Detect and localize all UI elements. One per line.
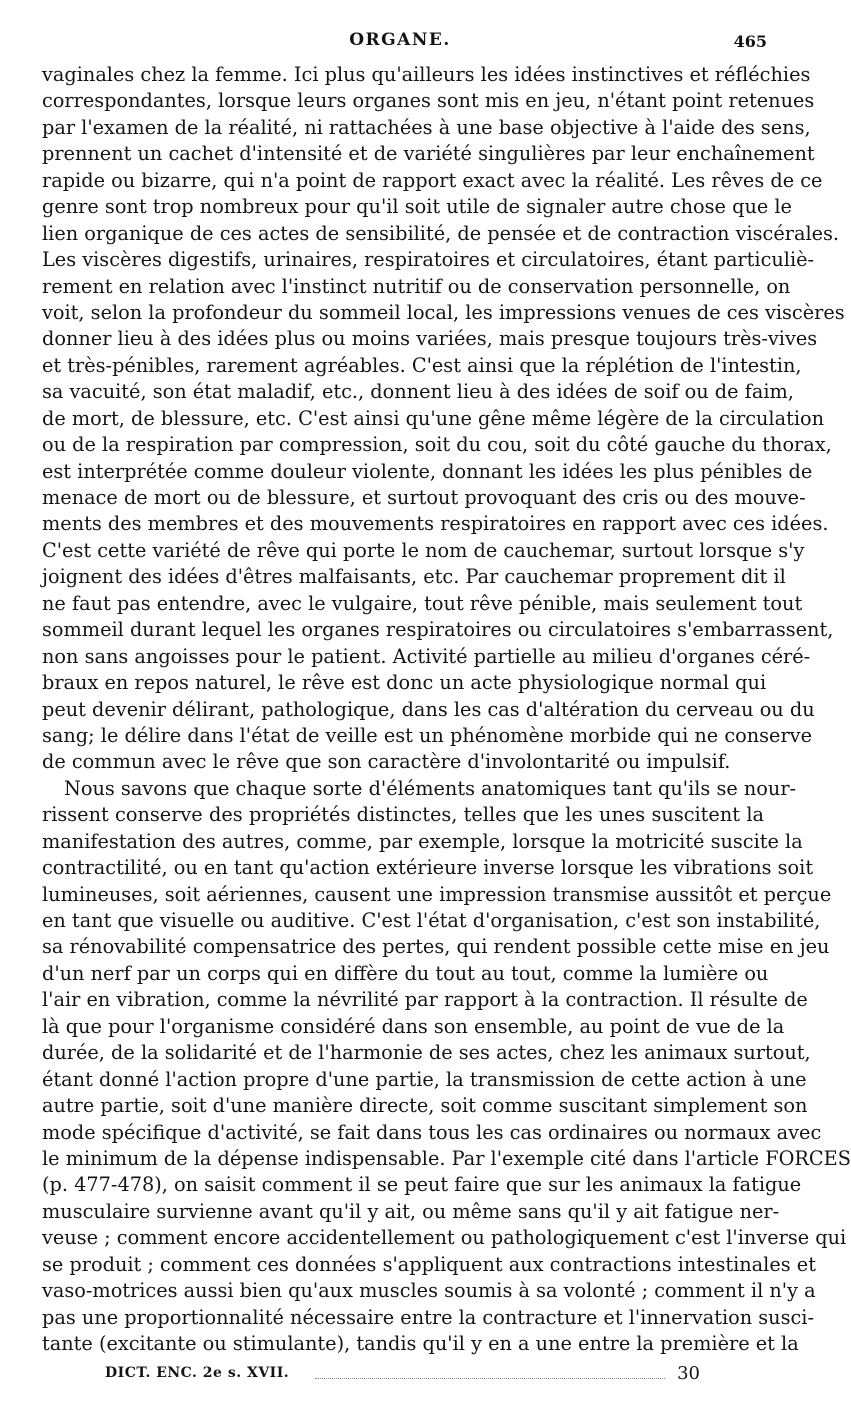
text-line: en tant que visuelle ou auditive. C'est l'état d'organisation, c'est son instabilité, bbox=[42, 909, 821, 932]
text-line: par l'examen de la réalité, ni rattachées à une base objective à l'aide des sens, bbox=[42, 115, 811, 139]
text-line: se produit ; comment ces données s'appliquent aux contractions intestinales et bbox=[42, 1252, 816, 1276]
text-line: rapide ou bizarre, qui n'a point de rapport exact avec la réalité. Les rêves de ce bbox=[42, 168, 823, 192]
text-line: étant donné l'action propre d'une partie, la transmission de cette action à une bbox=[42, 1067, 807, 1091]
text-line: C'est cette variété de rêve qui porte le nom de cauchemar, surtout lorsque s'y bbox=[42, 538, 805, 562]
text-line: menace de mort ou de blessure, et surtout provoquant des cris ou des mouve- bbox=[42, 486, 806, 509]
text-line: le minimum de la dépense indispensable. Par l'exemple cité dans l'article FORCES bbox=[42, 1146, 851, 1170]
body-text bbox=[42, 62, 851, 1357]
text-line: Nous savons que chaque sorte d'éléments anatomiques tant qu'ils se nour- bbox=[64, 776, 797, 800]
text-line: vaso-motrices aussi bien qu'aux muscles soumis à sa volonté ; comment il n'y a bbox=[42, 1279, 816, 1303]
text-line: et très-pénibles, rarement agréables. C'est ainsi que la réplétion de l'intestin, bbox=[42, 353, 802, 377]
text-line: correspondantes, lorsque leurs organes sont mis en jeu, n'étant point retenues bbox=[42, 89, 815, 113]
text-line: rement en relation avec l'instinct nutritif ou de conservation personnelle, on bbox=[42, 274, 791, 298]
text-line: musculaire survienne avant qu'il y ait, ou même sans qu'il y ait fatigue ner- bbox=[42, 1199, 780, 1223]
text-line: voit, selon la profondeur du sommeil local, les impressions venues de ces viscères bbox=[42, 300, 845, 324]
text-line: contractilité, ou en tant qu'action extérieure inverse lorsque les vibrations soit bbox=[42, 856, 814, 880]
sheet-number: 30 bbox=[677, 1363, 700, 1384]
text-line: sa vacuité, son état maladif, etc., donnent lieu à des idées de soif ou de faim, bbox=[42, 380, 794, 404]
text-line: veuse ; comment encore accidentellement ou pathologiquement c'est l'inverse qui bbox=[42, 1226, 847, 1250]
text-line: sang; le délire dans l'état de veille est un phénomène morbide qui ne conserve bbox=[42, 723, 812, 747]
text-line: vaginales chez la femme. Ici plus qu'ailleurs les idées instinctives et réfléchies bbox=[42, 63, 811, 86]
running-title: ORGANE. bbox=[349, 30, 451, 50]
footer-dotted-rule bbox=[315, 1378, 665, 1379]
text-line: lien organique de ces actes de sensibilité, de pensée et de contraction viscérales. bbox=[42, 221, 840, 245]
text-line: est interprétée comme douleur violente, donnant les idées les plus pénibles de bbox=[42, 459, 813, 483]
text-line: ou de la respiration par compression, soit du cou, soit du côté gauche du thorax, bbox=[42, 433, 832, 457]
text-line: durée, de la solidarité et de l'harmonie de ses actes, chez les animaux surtout, bbox=[42, 1041, 811, 1065]
page-number: 465 bbox=[733, 32, 767, 51]
text-line: lumineuses, soit aériennes, causent une impression transmise aussitôt et perçue bbox=[42, 882, 832, 906]
text-line: donner lieu à des idées plus ou moins variées, mais presque toujours très-vives bbox=[42, 327, 818, 351]
page-footer bbox=[105, 1363, 745, 1393]
text-line: là que pour l'organisme considéré dans son ensemble, au point de vue de la bbox=[42, 1014, 785, 1038]
text-line: Les viscères digestifs, urinaires, respiratoires et circulatoires, étant particuliè- bbox=[42, 248, 815, 272]
text-line: peut devenir délirant, pathologique, dans les cas d'altération du cerveau ou du bbox=[42, 697, 815, 721]
text-line: mode spécifique d'activité, se fait dans tous les cas ordinaires ou normaux avec bbox=[42, 1120, 822, 1144]
text-line: braux en repos naturel, le rêve est donc un acte physiologique normal qui bbox=[42, 671, 767, 695]
text-line: genre sont trop nombreux pour qu'il soit utile de signaler autre chose que le bbox=[42, 195, 792, 219]
text-line: manifestation des autres, comme, par exemple, lorsque la motricité suscite la bbox=[42, 829, 803, 853]
text-line: prennent un cachet d'intensité et de variété singulières par leur enchaînement bbox=[42, 142, 815, 166]
text-line: l'air en vibration, comme la névrilité par rapport à la contraction. Il résulte de bbox=[42, 988, 808, 1012]
text-line: ne faut pas entendre, avec le vulgaire, tout rêve pénible, mais seulement tout bbox=[42, 591, 803, 615]
printer-signature: DICT. ENC. 2e s. XVII. bbox=[105, 1365, 290, 1381]
text-line: d'un nerf par un corps qui en diffère du tout au tout, comme la lumière ou bbox=[42, 961, 769, 985]
text-line: non sans angoisses pour le patient. Activité partielle au milieu d'organes céré- bbox=[42, 644, 811, 668]
page-header bbox=[0, 30, 800, 60]
text-line: joignent des idées d'êtres malfaisants, etc. Par cauchemar proprement dit il bbox=[42, 565, 786, 589]
text-line: sommeil durant lequel les organes respiratoires ou circulatoires s'embarrassent, bbox=[42, 618, 834, 642]
text-line: de commun avec le rêve que son caractère d'involontarité ou impulsif. bbox=[42, 750, 731, 774]
text-line: ments des membres et des mouvements respiratoires en rapport avec ces idées. bbox=[42, 512, 829, 536]
text-line: pas une proportionnalité nécessaire entre la contracture et l'innervation susci- bbox=[42, 1305, 814, 1329]
text-line: de mort, de blessure, etc. C'est ainsi qu'une gêne même légère de la circulation bbox=[42, 406, 825, 430]
text-line: rissent conserve des propriétés distinctes, telles que les unes suscitent la bbox=[42, 803, 764, 827]
text-line: autre partie, soit d'une manière directe, soit comme suscitant simplement son bbox=[42, 1094, 808, 1118]
text-line: (p. 477-478), on saisit comment il se peut faire que sur les animaux la fatigue bbox=[42, 1173, 802, 1197]
text-line: tante (excitante ou stimulante), tandis qu'il y en a une entre la première et la bbox=[42, 1332, 799, 1355]
text-line: sa rénovabilité compensatrice des pertes, qui rendent possible cette mise en jeu bbox=[42, 935, 830, 959]
